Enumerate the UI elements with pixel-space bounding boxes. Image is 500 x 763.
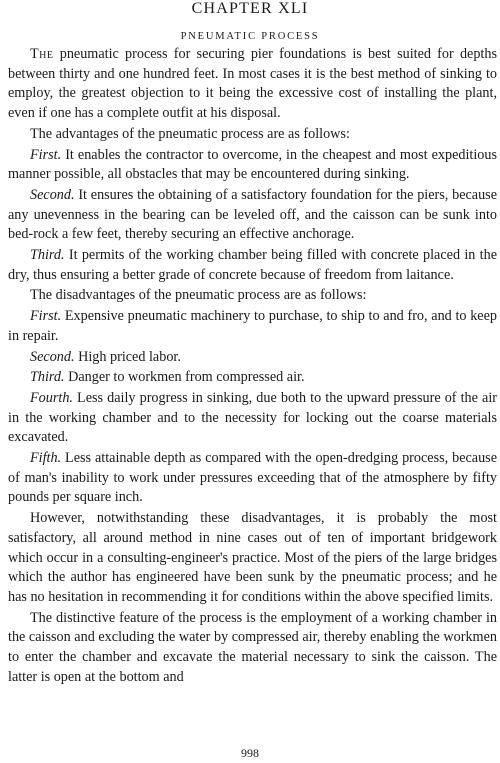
paragraph <box>8 449 497 508</box>
paragraph-text: The advantages of the pneumatic process are as follows: <box>30 125 350 142</box>
paragraph-text: pneumatic process for securing pier foundations is best suited for depths between thirty and one hundred feet. In most cases it is the best method of sinking to employ, the greatest objection to it being the excessive cost of installing the plant, even if one has a complete outfit at his disposal. <box>8 46 497 122</box>
paragraph-lead: Third. <box>30 247 65 264</box>
paragraph-text: It enables the contractor to overcome, in the cheapest and most expeditious manner possible, all obstacles that may be encountered during sinking. <box>8 146 497 183</box>
paragraph <box>8 45 497 124</box>
paragraph <box>8 509 497 608</box>
paragraph <box>8 146 497 185</box>
paragraph <box>8 609 497 688</box>
paragraph-text: The disadvantages of the pneumatic process are as follows: <box>30 287 367 304</box>
paragraph <box>8 125 497 145</box>
paragraph <box>8 389 497 448</box>
paragraph <box>8 186 497 245</box>
paragraph <box>8 368 497 388</box>
section-title: PNEUMATIC PROCESS <box>180 31 320 42</box>
paragraph-lead: Third. <box>30 369 65 386</box>
paragraph-text: Danger to workmen from compressed air. <box>64 369 305 386</box>
paragraph-lead: First. <box>30 146 62 163</box>
paragraph-lead: The <box>30 46 54 62</box>
paragraph <box>8 246 497 285</box>
page-number: 998 <box>241 746 259 760</box>
paragraph-lead: First. <box>30 308 62 325</box>
paragraph-text: It permits of the working chamber being filled with concrete placed in the dry, thus ensuring a better grade of concrete because of freedom from laitance. <box>8 247 497 283</box>
paragraph-lead: Second. <box>30 186 75 203</box>
paragraph-text: Less daily progress in sinking, due both to the upward pressure of the air in the working chamber and to the necessity for locking out the coarse materials excavated. <box>8 389 497 446</box>
paragraph-lead: Fourth. <box>30 389 73 406</box>
body-text <box>8 45 497 688</box>
paragraph-text: Less attainable depth as compared with the open-dredging process, because of man's inability to work under pressures exceeding that of the atmosphere by fifty pounds per square inch. <box>8 450 497 506</box>
chapter-title: CHAPTER XLI <box>191 0 309 17</box>
paragraph <box>8 307 497 346</box>
paragraph-text: The distinctive feature of the process is the employment of a working chamber in the caisson and excluding the water by compressed air, thereby enabling the workmen to enter the chamber and excavate the material necessary to sink the caisson. The latter is open at the bottom and <box>8 609 497 685</box>
paragraph-lead: Second. <box>30 348 75 365</box>
paragraph-text: It ensures the obtaining of a satisfactory foundation for the piers, because any unevenness in the bearing can be leveled off, and the caisson can be sunk into bed-rock a few feet, thereby securing an effective anchorage. <box>8 186 497 243</box>
paragraph <box>8 286 497 306</box>
paragraph-text: High priced labor. <box>74 348 181 365</box>
paragraph-text: However, notwithstanding these disadvantages, it is probably the most satisfactory, all around method in nine cases out of ten of important bridgework which occur in a consulting-engineer's practice. Most of the piers of the large bridges which the author has engineered have been sunk by the pneumatic process; and he has no hesitation in recommending it for conditions within the above specified limits. <box>8 510 497 605</box>
paragraph-lead: Fifth. <box>30 450 62 467</box>
paragraph-text: Expensive pneumatic machinery to purchase, to ship to and fro, and to keep in repair. <box>8 308 497 344</box>
paragraph <box>8 348 497 368</box>
